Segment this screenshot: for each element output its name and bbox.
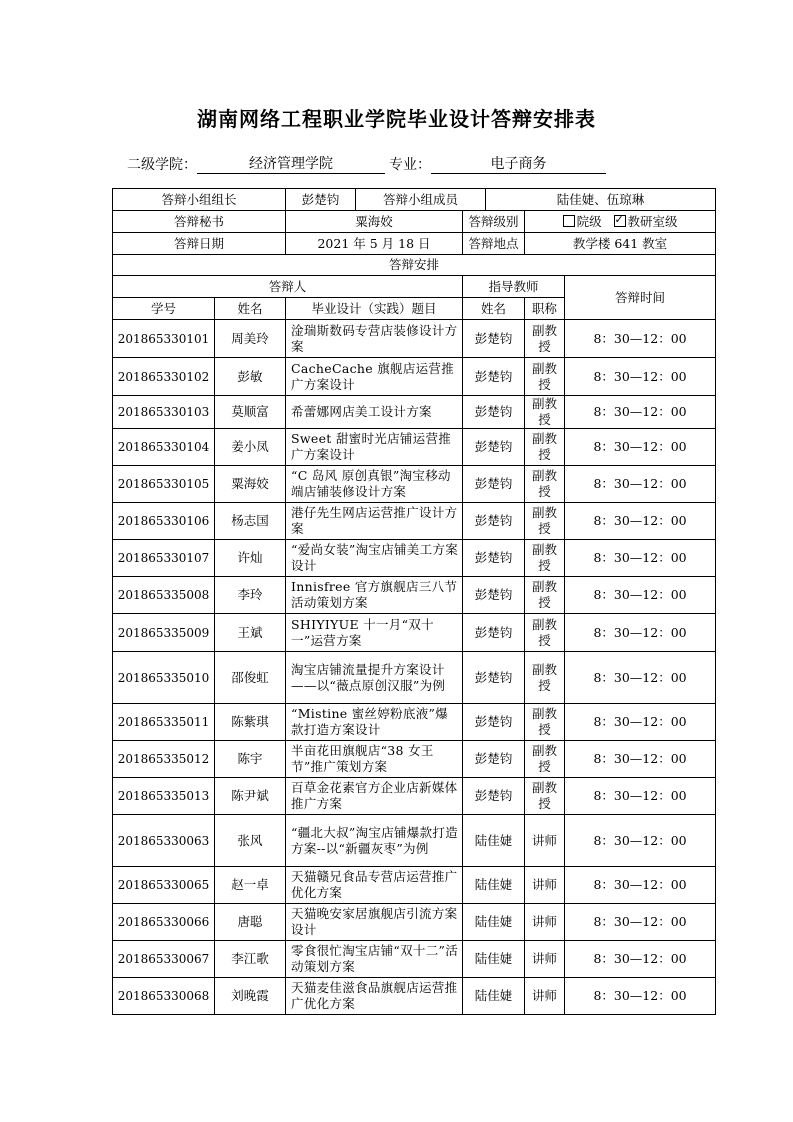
advisor-title-cell: 讲师 — [525, 978, 565, 1015]
advisor-title-cell: 副教授 — [525, 320, 565, 358]
table-row — [113, 815, 716, 867]
advisor-name-cell: 彭楚钧 — [463, 741, 525, 778]
time-cell: 8：30—12：00 — [565, 466, 716, 503]
advisor-title-cell: 讲师 — [525, 941, 565, 978]
student-name-cell: 粟海姣 — [215, 466, 286, 503]
advisor-name-header: 姓名 — [463, 298, 525, 320]
student-id-cell: 201865330104 — [113, 429, 215, 466]
table-row — [113, 941, 716, 978]
advisor-name-cell: 彭楚钧 — [463, 358, 525, 396]
table-row — [113, 577, 716, 614]
student-name-cell: 姜小凤 — [215, 429, 286, 466]
topic-header: 毕业设计（实践）题目 — [286, 298, 463, 320]
time-header: 答辩时间 — [565, 276, 716, 320]
advisor-name-cell: 彭楚钧 — [463, 652, 525, 704]
topic-cell: Sweet 甜蜜时光店铺运营推广方案设计 — [286, 429, 463, 466]
topic-cell: 天猫赣兄食品专营店运营推广优化方案 — [286, 867, 463, 904]
student-name-cell: 赵一卓 — [215, 867, 286, 904]
topic-cell: “C 岛风 原创真银”淘宝移动端店铺装修设计方案 — [286, 466, 463, 503]
advisor-name-cell: 彭楚钧 — [463, 429, 525, 466]
advisor-title-cell: 副教授 — [525, 652, 565, 704]
defender-header: 答辩人 — [113, 276, 463, 298]
student-id-cell: 201865335013 — [113, 778, 215, 815]
advisor-title-cell: 副教授 — [525, 429, 565, 466]
table-row — [113, 741, 716, 778]
date-label: 答辩日期 — [113, 233, 286, 255]
student-id-cell: 201865330065 — [113, 867, 215, 904]
checkbox-college-level[interactable] — [563, 215, 575, 227]
advisor-name-cell: 彭楚钧 — [463, 466, 525, 503]
info-row-date — [113, 233, 716, 255]
topic-cell: 零食很忙淘宝店铺“双十二”活动策划方案 — [286, 941, 463, 978]
defense-schedule-table — [112, 188, 715, 1010]
time-cell: 8：30—12：00 — [565, 540, 716, 577]
topic-cell: 天猫麦佳滋食品旗舰店运营推广优化方案 — [286, 978, 463, 1015]
student-name-cell: 张风 — [215, 815, 286, 867]
time-cell: 8：30—12：00 — [565, 396, 716, 429]
table-row — [113, 396, 716, 429]
time-cell: 8：30—12：00 — [565, 358, 716, 396]
table-row — [113, 978, 716, 1015]
student-name-cell: 陈尹斌 — [215, 778, 286, 815]
topic-cell: 淘宝店铺流量提升方案设计——以“薇点原创汉服”为例 — [286, 652, 463, 704]
advisor-name-cell: 彭楚钧 — [463, 778, 525, 815]
table-row — [113, 904, 716, 941]
arrangement-header-row — [113, 255, 716, 276]
table-row — [113, 466, 716, 503]
advisor-name-cell: 陆佳婕 — [463, 815, 525, 867]
advisor-title-cell: 副教授 — [525, 778, 565, 815]
table-row — [113, 320, 716, 358]
advisor-title-cell: 讲师 — [525, 867, 565, 904]
date-value: 2021 年 5 月 18 日 — [286, 233, 463, 255]
advisor-title-cell: 副教授 — [525, 396, 565, 429]
student-id-cell: 201865330102 — [113, 358, 215, 396]
student-name-cell: 陈紫琪 — [215, 704, 286, 741]
student-id-header: 学号 — [113, 298, 215, 320]
advisor-name-cell: 陆佳婕 — [463, 867, 525, 904]
advisor-title-cell: 副教授 — [525, 704, 565, 741]
advisor-name-cell: 彭楚钧 — [463, 540, 525, 577]
leader-label: 答辩小组组长 — [113, 189, 286, 211]
topic-cell: CacheCache 旗舰店运营推广方案设计 — [286, 358, 463, 396]
table-row — [113, 704, 716, 741]
time-cell: 8：30—12：00 — [565, 941, 716, 978]
time-cell: 8：30—12：00 — [565, 741, 716, 778]
group-header-row — [113, 276, 716, 298]
topic-cell: 百草金花素官方企业店新媒体推广方案 — [286, 778, 463, 815]
advisor-title-cell: 副教授 — [525, 614, 565, 652]
table-row — [113, 429, 716, 466]
topic-cell: Innisfree 官方旗舰店三八节活动策划方案 — [286, 577, 463, 614]
level-options — [525, 211, 716, 233]
student-id-cell: 201865330063 — [113, 815, 215, 867]
student-id-cell: 201865335010 — [113, 652, 215, 704]
arrangement-label: 答辩安排 — [113, 255, 716, 276]
student-id-cell: 201865330107 — [113, 540, 215, 577]
info-row-leader — [113, 189, 716, 211]
advisor-name-cell: 彭楚钧 — [463, 320, 525, 358]
advisor-title-cell: 副教授 — [525, 358, 565, 396]
advisor-name-cell: 彭楚钧 — [463, 614, 525, 652]
secretary-value: 粟海姣 — [286, 211, 463, 233]
student-id-cell: 201865330068 — [113, 978, 215, 1015]
student-name-cell: 杨志国 — [215, 503, 286, 540]
student-name-header: 姓名 — [215, 298, 286, 320]
advisor-name-cell: 彭楚钧 — [463, 396, 525, 429]
time-cell: 8：30—12：00 — [565, 577, 716, 614]
major-value: 电子商务 — [431, 156, 606, 174]
college-value: 经济管理学院 — [197, 156, 385, 174]
members-label: 答辩小组成员 — [356, 189, 486, 211]
table-row — [113, 652, 716, 704]
student-name-cell: 唐聪 — [215, 904, 286, 941]
place-value: 教学楼 641 教室 — [525, 233, 716, 255]
secretary-label: 答辩秘书 — [113, 211, 286, 233]
advisor-title-cell: 讲师 — [525, 815, 565, 867]
student-name-cell: 王斌 — [215, 614, 286, 652]
topic-cell: 半亩花田旗舰店“38 女王节”推广策划方案 — [286, 741, 463, 778]
topic-cell: SHIYIYUE 十一月“双十一”运营方案 — [286, 614, 463, 652]
topic-cell: “疆北大叔”淘宝店铺爆款打造方案--以“新疆灰枣”为例 — [286, 815, 463, 867]
student-id-cell: 201865330066 — [113, 904, 215, 941]
student-name-cell: 邵俊虹 — [215, 652, 286, 704]
student-id-cell: 201865335008 — [113, 577, 215, 614]
topic-cell: 淦瑞斯数码专营店装修设计方案 — [286, 320, 463, 358]
time-cell: 8：30—12：00 — [565, 867, 716, 904]
time-cell: 8：30—12：00 — [565, 815, 716, 867]
leader-value: 彭楚钧 — [286, 189, 356, 211]
topic-cell: “Mistine 蜜丝婷粉底液”爆款打造方案设计 — [286, 704, 463, 741]
place-label: 答辩地点 — [463, 233, 525, 255]
advisor-name-cell: 陆佳婕 — [463, 941, 525, 978]
student-id-cell: 201865330103 — [113, 396, 215, 429]
student-id-cell: 201865330105 — [113, 466, 215, 503]
advisor-title-cell: 讲师 — [525, 904, 565, 941]
topic-cell: 希蕾娜网店美工设计方案 — [286, 396, 463, 429]
table-row — [113, 614, 716, 652]
topic-cell: 天猫晚安家居旗舰店引流方案设计 — [286, 904, 463, 941]
advisor-title-cell: 副教授 — [525, 741, 565, 778]
advisor-title-cell: 副教授 — [525, 540, 565, 577]
student-id-cell: 201865330106 — [113, 503, 215, 540]
time-cell: 8：30—12：00 — [565, 904, 716, 941]
advisor-title-cell: 副教授 — [525, 577, 565, 614]
advisor-name-cell: 彭楚钧 — [463, 577, 525, 614]
student-id-cell: 201865330067 — [113, 941, 215, 978]
topic-cell: 港仔先生网店运营推广设计方案 — [286, 503, 463, 540]
college-major-line — [127, 154, 606, 174]
major-label: 专业： — [389, 157, 431, 173]
student-name-cell: 彭敏 — [215, 358, 286, 396]
student-name-cell: 李玲 — [215, 577, 286, 614]
time-cell: 8：30—12：00 — [565, 503, 716, 540]
time-cell: 8：30—12：00 — [565, 778, 716, 815]
time-cell: 8：30—12：00 — [565, 978, 716, 1015]
level-option-department: 教研室级 — [627, 213, 678, 229]
advisor-title-cell: 副教授 — [525, 503, 565, 540]
student-name-cell: 刘晚霞 — [215, 978, 286, 1015]
table-row — [113, 867, 716, 904]
page-title: 湖南网络工程职业学院毕业设计答辩安排表 — [197, 107, 596, 131]
table-row — [113, 503, 716, 540]
checkbox-department-level[interactable] — [614, 215, 626, 227]
student-name-cell: 李江歌 — [215, 941, 286, 978]
student-id-cell: 201865330101 — [113, 320, 215, 358]
info-row-secretary — [113, 211, 716, 233]
advisor-name-cell: 彭楚钧 — [463, 503, 525, 540]
student-id-cell: 201865335011 — [113, 704, 215, 741]
advisor-name-cell: 陆佳婕 — [463, 978, 525, 1015]
time-cell: 8：30—12：00 — [565, 652, 716, 704]
level-label: 答辩级别 — [463, 211, 525, 233]
members-value: 陆佳婕、伍琼琳 — [486, 189, 716, 211]
advisor-name-cell: 陆佳婕 — [463, 904, 525, 941]
topic-cell: “爱尚女装”淘宝店铺美工方案设计 — [286, 540, 463, 577]
advisor-header: 指导教师 — [463, 276, 565, 298]
student-id-cell: 201865335009 — [113, 614, 215, 652]
time-cell: 8：30—12：00 — [565, 429, 716, 466]
time-cell: 8：30—12：00 — [565, 320, 716, 358]
time-cell: 8：30—12：00 — [565, 614, 716, 652]
table-row — [113, 778, 716, 815]
student-id-cell: 201865335012 — [113, 741, 215, 778]
student-name-cell: 许灿 — [215, 540, 286, 577]
student-name-cell: 周美玲 — [215, 320, 286, 358]
level-option-college: 院级 — [576, 213, 602, 229]
student-name-cell: 陈宇 — [215, 741, 286, 778]
table-row — [113, 540, 716, 577]
time-cell: 8：30—12：00 — [565, 704, 716, 741]
advisor-title-header: 职称 — [525, 298, 565, 320]
table-row — [113, 358, 716, 396]
college-label: 二级学院： — [127, 157, 197, 173]
advisor-title-cell: 副教授 — [525, 466, 565, 503]
student-name-cell: 莫顺富 — [215, 396, 286, 429]
advisor-name-cell: 彭楚钧 — [463, 704, 525, 741]
